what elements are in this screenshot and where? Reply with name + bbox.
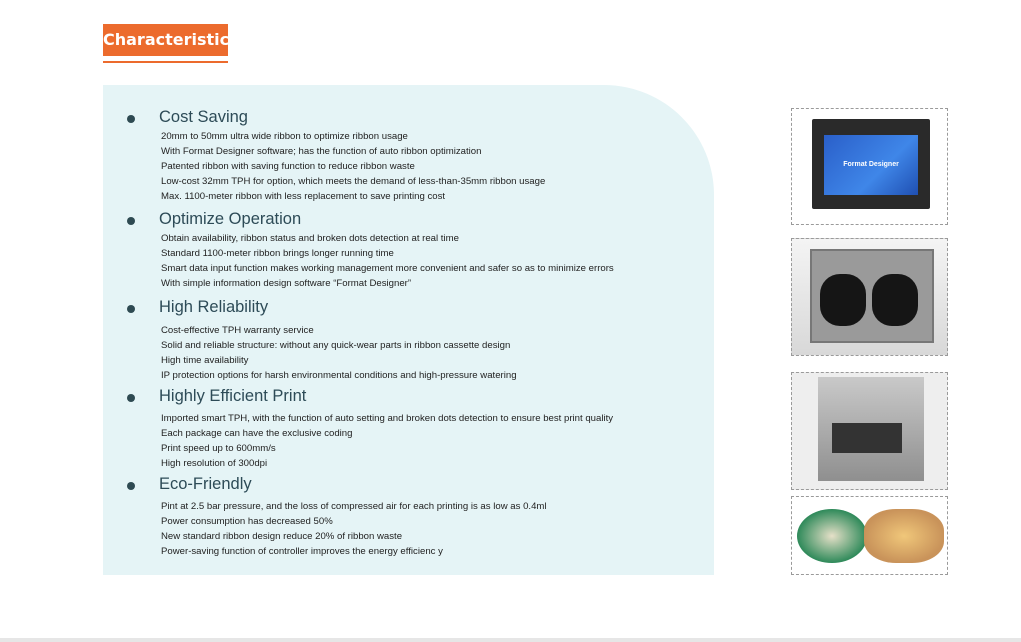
feature-line: Power-saving function of controller improves the energy efficienc y	[161, 546, 443, 557]
bullet-icon	[127, 115, 135, 123]
section-lines	[161, 231, 614, 291]
bullet-icon	[127, 305, 135, 313]
ribbon-spool-left	[820, 274, 866, 326]
feature-line: Print speed up to 600mm/s	[161, 443, 276, 454]
feature-line: IP protection options for harsh environmental conditions and high-pressure watering	[161, 370, 517, 381]
bullet-icon	[127, 394, 135, 402]
title-underline	[103, 61, 228, 63]
section-heading: High Reliability	[159, 298, 269, 316]
feature-line: New standard ribbon design reduce 20% of ribbon waste	[161, 531, 403, 542]
section-lines	[161, 129, 545, 204]
controller-screen-image	[791, 108, 948, 225]
page-bottom-edge	[0, 638, 1021, 642]
feature-line: Smart data input function makes working management more convenient and safer so as to minimize errors	[161, 263, 614, 274]
section-heading: Highly Efficient Print	[159, 387, 307, 405]
feature-line: High resolution of 300dpi	[161, 458, 268, 469]
feature-line: Obtain availability, ribbon status and broken dots detection at real time	[161, 233, 459, 244]
section-lines	[161, 323, 517, 383]
print-head	[832, 423, 902, 453]
feature-line: Max. 1100-meter ribbon with less replacement to save printing cost	[161, 191, 446, 202]
feature-line: High time availability	[161, 355, 249, 366]
feature-line: Standard 1100-meter ribbon brings longer running time	[161, 248, 394, 259]
feature-line: Patented ribbon with saving function to reduce ribbon waste	[161, 161, 415, 172]
feature-line: Cost-effective TPH warranty service	[161, 325, 314, 336]
feature-line: Low-cost 32mm TPH for option, which meets the demand of less-than-35mm ribbon usage	[161, 176, 546, 187]
printer-internal-image	[791, 372, 948, 490]
feature-line: Each package can have the exclusive coding	[161, 428, 353, 439]
bullet-icon	[127, 217, 135, 225]
screen-display: Format Designer	[824, 135, 918, 195]
section-heading: Optimize Operation	[159, 210, 302, 228]
ribbon-spool-right	[872, 274, 918, 326]
bullet-icon	[127, 482, 135, 490]
package-right	[864, 509, 944, 563]
feature-line: With Format Designer software; has the function of auto ribbon optimization	[161, 146, 482, 157]
section-title: Characteristic	[103, 24, 228, 56]
feature-line: 20mm to 50mm ultra wide ribbon to optimize ribbon usage	[161, 131, 408, 142]
controller-device	[812, 119, 930, 209]
feature-line: Power consumption has decreased 50%	[161, 516, 333, 527]
printed-package-image	[791, 496, 948, 575]
feature-line: Pint at 2.5 bar pressure, and the loss of compressed air for each printing is as low as 0.4ml	[161, 501, 547, 512]
feature-line: Imported smart TPH, with the function of auto setting and broken dots detection to ensure best print quality	[161, 413, 614, 424]
section-lines	[161, 499, 547, 559]
section-lines	[161, 411, 613, 471]
printer-head-image	[791, 238, 948, 356]
feature-line: With simple information design software “Format Designer”	[161, 278, 412, 289]
feature-line: Solid and reliable structure: without any quick-wear parts in ribbon cassette design	[161, 340, 511, 351]
package-left	[797, 509, 867, 563]
characteristics-panel	[103, 85, 714, 575]
section-heading: Cost Saving	[159, 108, 248, 126]
section-heading: Eco-Friendly	[159, 475, 252, 493]
